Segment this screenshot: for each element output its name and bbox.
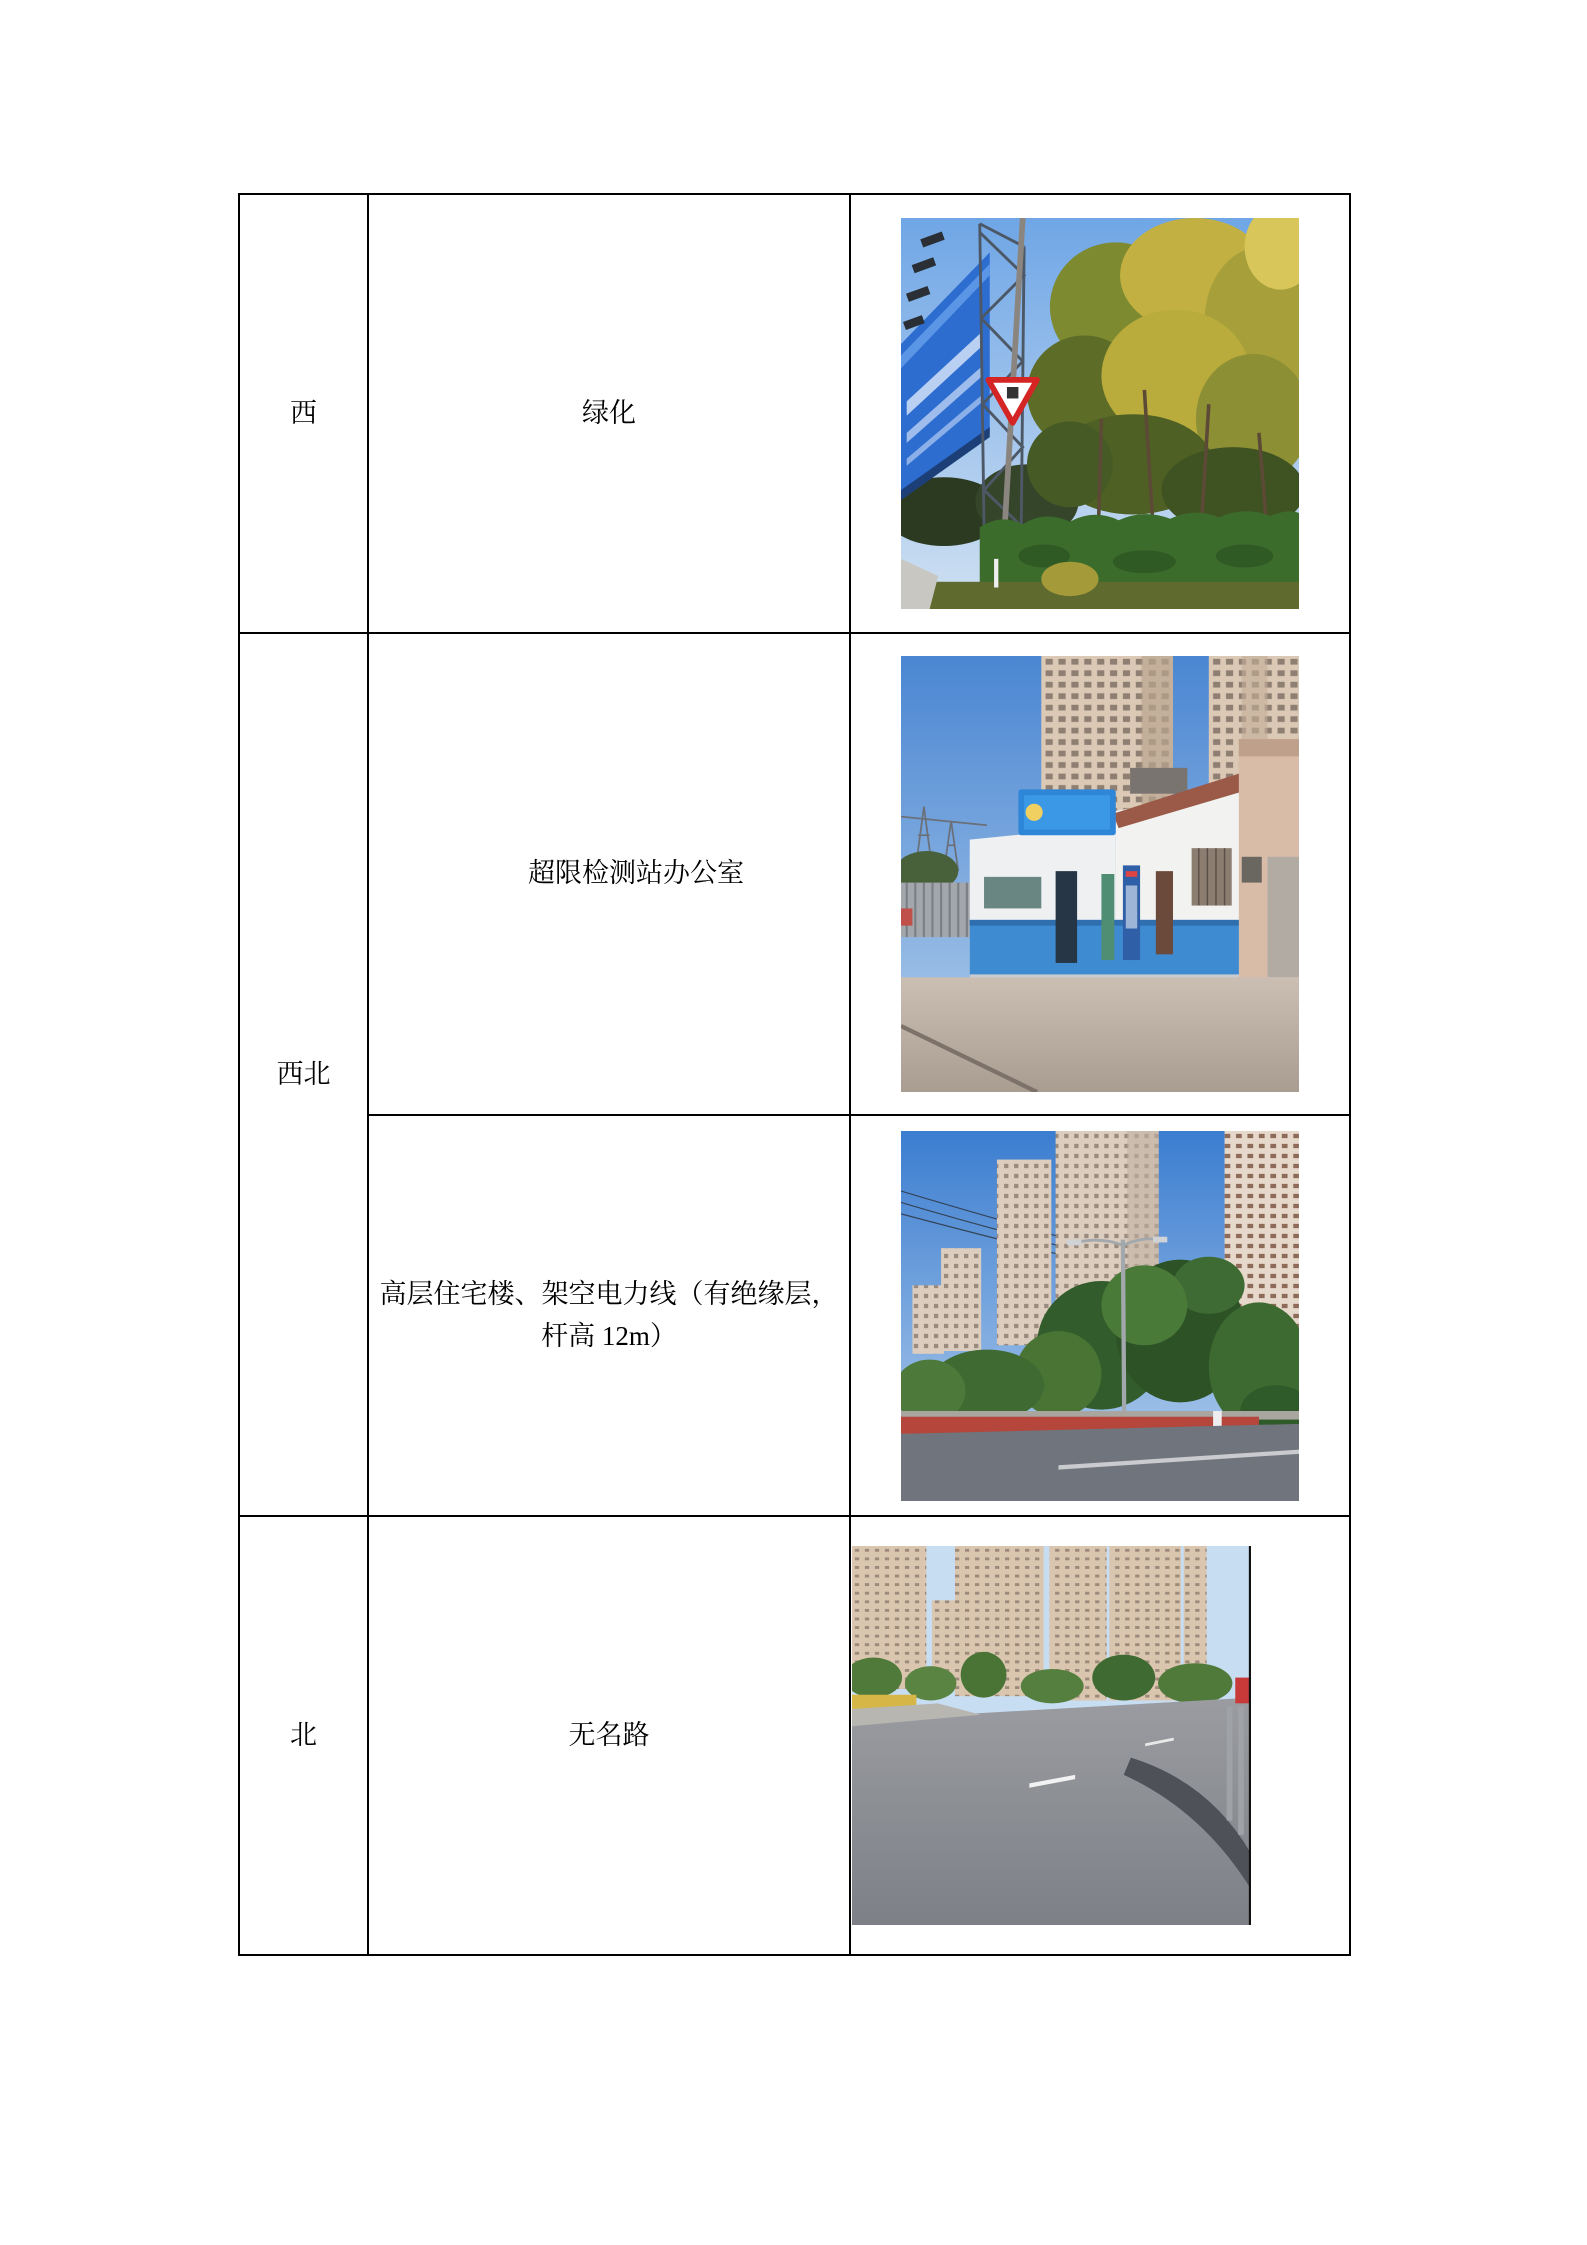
photo-cell xyxy=(850,1516,1350,1955)
description-text: 超限检测站办公室 xyxy=(528,858,744,889)
shrub xyxy=(1041,562,1098,596)
white-post xyxy=(994,559,998,588)
photo-cell xyxy=(850,633,1350,1115)
tree-canopy xyxy=(1027,218,1299,533)
road xyxy=(901,1423,1299,1500)
site-photo-north-road xyxy=(852,1546,1251,1925)
adjacent-building xyxy=(1239,739,1299,980)
barred-window xyxy=(1192,848,1232,905)
site-photo-northwest-residential xyxy=(901,1131,1299,1501)
photo-cell xyxy=(850,1115,1350,1516)
description-text: 绿化 xyxy=(582,397,636,428)
description-cell xyxy=(368,1115,850,1516)
description-cell xyxy=(368,1516,850,1955)
direction-label: 西 xyxy=(290,397,317,428)
description-text: 高层住宅楼、架空电力线（有绝缘层，杆高 12m） xyxy=(379,1278,839,1351)
site-photo-northwest-office xyxy=(901,656,1299,1092)
direction-label: 西北 xyxy=(276,1058,331,1089)
site-photo-west-greenery xyxy=(901,218,1299,609)
table-row xyxy=(239,194,1350,633)
description-cell xyxy=(368,633,850,1115)
notice-board xyxy=(1123,865,1140,960)
door xyxy=(1056,871,1077,963)
window xyxy=(984,877,1041,909)
direction-cell xyxy=(239,194,368,633)
photo-edge xyxy=(1249,1546,1251,1925)
door xyxy=(1101,874,1114,960)
gate-fence xyxy=(901,883,973,937)
direction-cell xyxy=(239,1516,368,1955)
concrete-yard xyxy=(901,977,1299,1092)
door xyxy=(1156,871,1173,954)
description-text: 无名路 xyxy=(568,1719,650,1750)
surroundings-table xyxy=(238,193,1351,1956)
table-row xyxy=(239,633,1350,1115)
station-sign xyxy=(1018,789,1115,835)
table-row xyxy=(239,1115,1350,1516)
table-row xyxy=(239,1516,1350,1955)
direction-label: 北 xyxy=(290,1719,317,1750)
description-cell xyxy=(368,194,850,633)
direction-cell xyxy=(239,633,368,1516)
grass xyxy=(901,582,1299,609)
photo-cell xyxy=(850,194,1350,633)
